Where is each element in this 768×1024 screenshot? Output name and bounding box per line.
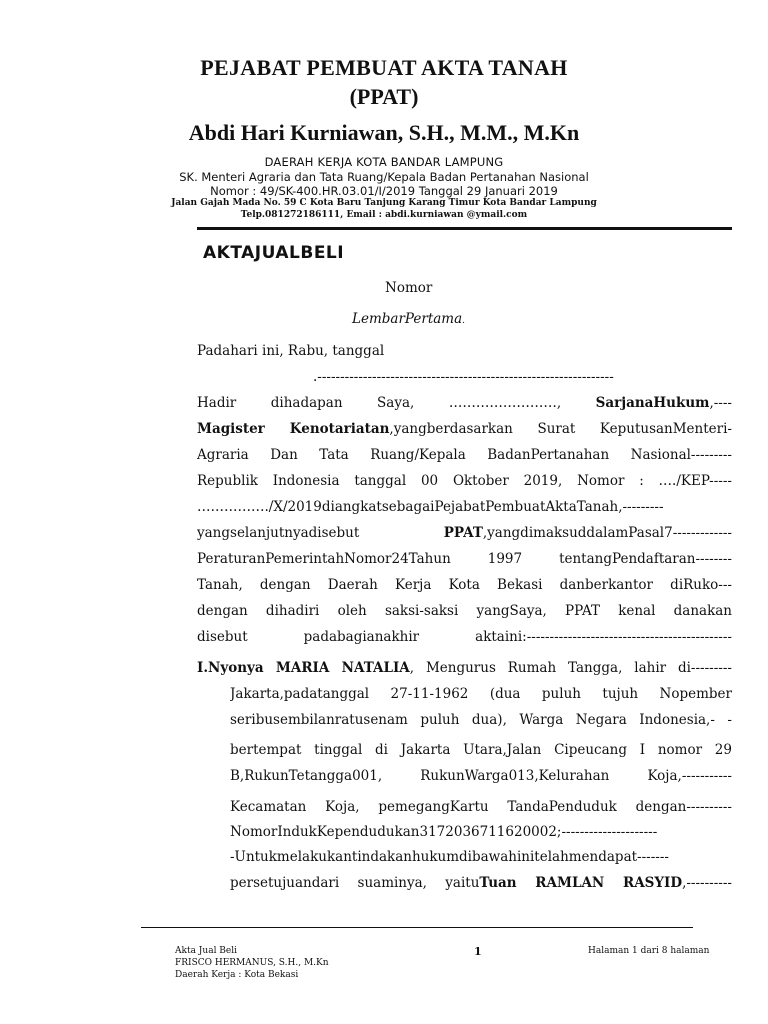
party-line-3: seribusembilanratusenam puluh dua), Warga Negara Indonesia,- - <box>230 712 732 728</box>
document-title: AKTAJUALBELI <box>203 243 345 263</box>
body-line-2: Magister Kenotariatan,yangberdasarkan Surat KeputusanMenteri- <box>197 421 732 437</box>
letterhead-sk: SK. Menteri Agraria dan Tata Ruang/Kepala Badan Pertanahan Nasional <box>179 170 589 184</box>
body-line-3: Agraria Dan Tata Ruang/Kepala BadanPertanahan Nasional--------- <box>197 447 732 463</box>
footer-area: Daerah Kerja : Kota Bekasi <box>175 970 299 980</box>
footer-divider <box>141 927 693 928</box>
letterhead-subtitle: (PPAT) <box>349 84 419 109</box>
letterhead-divider <box>197 227 732 230</box>
party-line-5: B,RukunTetangga001, RukunWarga013,Kelurahan Koja,----------- <box>230 768 732 784</box>
letterhead-contact: Telp.081272186111, Email : abdi.kurniawan @ymail.com <box>240 210 528 220</box>
dash-line: .----------------------------------------------------------------- <box>313 369 614 385</box>
body-line-6: yangselanjutnyadisebut PPAT,yangdimaksuddalamPasal7------------- <box>197 525 732 541</box>
letterhead-address: Jalan Gajah Mada No. 59 C Kota Baru Tanjung Karang Timur Kota Bandar Lampung <box>171 198 597 208</box>
footer-page-info: Halaman 1 dari 8 halaman <box>588 946 710 956</box>
party-line-6: Kecamatan Koja, pemegangKartu TandaPenduduk dengan---------- <box>230 799 732 815</box>
body-line-4: Republik Indonesia tanggal 00 Oktober 2019, Nomor : …./KEP----- <box>197 473 732 489</box>
letterhead-title: PEJABAT PEMBUAT AKTA TANAH <box>200 55 568 80</box>
party-line-7: NomorIndukKependudukan3172036711620002;--------------------- <box>230 824 658 840</box>
body-line-5: ……………./X/2019diangkatsebagaiPejabatPembuatAktaTanah,--------- <box>197 499 664 515</box>
letterhead-area: DAERAH KERJA KOTA BANDAR LAMPUNG <box>264 155 504 169</box>
footer-doc-name: Akta Jual Beli <box>175 946 238 956</box>
opening-line: Padahari ini, Rabu, tanggal <box>197 343 385 359</box>
party-line-4: bertempat tinggal di Jakarta Utara,Jalan Cipeucang I nomor 29 <box>230 742 732 758</box>
party-line-1: I.Nyonya MARIA NATALIA, Mengurus Rumah Tangga, lahir di--------- <box>197 660 732 676</box>
footer-page-number: 1 <box>474 945 482 958</box>
body-line-1: Hadir dihadapan Saya, ……………………, SarjanaHukum,---- <box>197 395 732 411</box>
party-line-2: Jakarta,padatanggal 27-11-1962 (dua puluh tujuh Nopember <box>230 686 732 702</box>
body-line-7: PeraturanPemerintahNomor24Tahun 1997 tentangPendaftaran-------- <box>197 551 732 567</box>
body-line-8: Tanah, dengan Daerah Kerja Kota Bekasi danberkantor diRuko--- <box>197 577 732 593</box>
body-line-10: disebut padabagianakhir aktaini:--------------------------------------------- <box>197 629 732 645</box>
nomor-label: Nomor <box>385 280 433 296</box>
letterhead-nomor: Nomor : 49/SK-400.HR.03.01/I/2019 Tanggal 29 Januari 2019 <box>210 184 558 198</box>
party-line-8: -Untukmelakukantindakanhukumdibawahinitelahmendapat------- <box>230 849 669 865</box>
body-line-9: dengan dihadiri oleh saksi-saksi yangSaya, PPAT kenal danakan <box>197 603 732 619</box>
footer-notary: FRISCO HERMANUS, S.H., M.Kn <box>175 958 329 968</box>
party-line-9: persetujuandari suaminya, yaituTuan RAMLAN RASYID,---------- <box>230 875 732 891</box>
lembar-label: LembarPertama. <box>352 311 466 327</box>
letterhead-name: Abdi Hari Kurniawan, S.H., M.M., M.Kn <box>188 120 580 145</box>
